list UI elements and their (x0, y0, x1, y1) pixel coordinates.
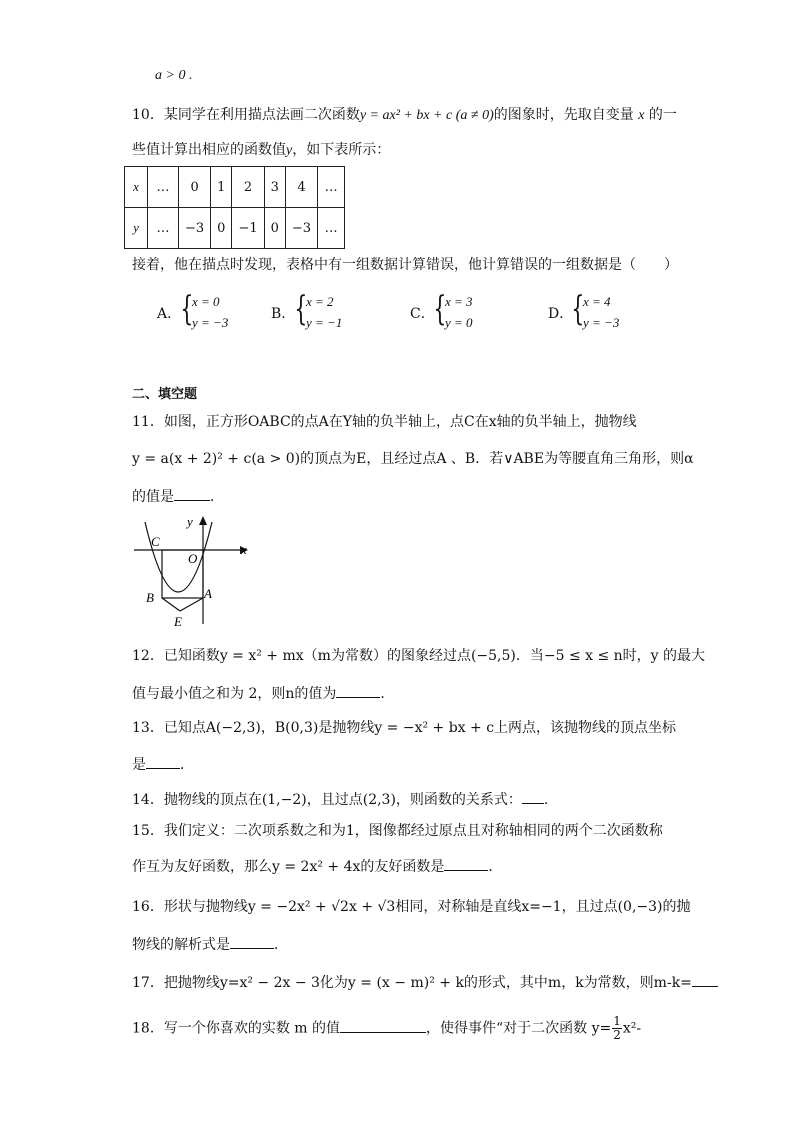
q10-value-table (124, 166, 345, 249)
q15-line2-text: 作互为友好函数，那么y = 2x² + 4x的友好函数是 (132, 859, 445, 875)
table-cell: 0 (211, 208, 232, 249)
option-top: x = 2 (306, 294, 334, 309)
table-cell: −1 (232, 208, 264, 249)
table-cell: 0 (179, 167, 211, 208)
q10-formula: y = ax² + bx + c (a ≠ 0) (359, 108, 494, 123)
q13-line2-text: 是 (132, 757, 146, 773)
q10-line1-b: 的图象时，先取自变量 (493, 107, 634, 123)
q18-line1-b: ，使得事件“对于二次函数 y= (426, 1020, 612, 1037)
q11-line3-end: ． (210, 489, 224, 505)
table-cell: y (125, 208, 148, 249)
table-cell: 4 (285, 167, 317, 208)
brace-icon: { (433, 289, 447, 329)
q16-line2-text: 物线的解析式是 (132, 937, 230, 953)
table-cell: 0 (264, 208, 285, 249)
q17-line1 (132, 972, 718, 992)
fraction-numerator: 1 (613, 1014, 621, 1028)
option-bottom: y = 0 (445, 315, 473, 330)
label-y: y (187, 514, 193, 529)
answer-blank (522, 789, 544, 804)
option-bottom: y = −1 (306, 315, 343, 330)
q10-var-x: x (638, 108, 645, 123)
q14-line1-end: . (543, 792, 549, 808)
table-cell: −3 (285, 208, 317, 249)
option-label: B． (271, 306, 296, 322)
option-top: x = 3 (445, 294, 473, 309)
q11-parabola-figure (128, 512, 258, 630)
q16-line2 (132, 934, 288, 954)
q13-line2 (132, 754, 194, 774)
q18-line1-c: x²- (622, 1020, 642, 1037)
q9-tail: a > 0 . (155, 68, 193, 83)
table-cell: … (318, 208, 345, 249)
option-label: D． (548, 306, 574, 322)
q10-line2 (132, 141, 390, 160)
answer-blank (146, 754, 180, 769)
q14-line1-text: 14．抛物线的顶点在(1,−2)，且过点(2,3)，则函数的关系式： (132, 792, 522, 808)
option-top: x = 0 (192, 294, 220, 309)
table-cell: 3 (264, 167, 285, 208)
parabola-curve (145, 522, 212, 592)
table-cell: 2 (232, 167, 264, 208)
q16-line1: 16．形状与抛物线y = −2x² + √2x + √3相同，对称轴是直线x=−1，且过点(0,−3)的抛 (132, 899, 691, 915)
q10-line1-a: 10．某同学在利用描点法画二次函数 (132, 107, 360, 123)
q15-line1: 15．我们定义：二次项系数之和为1，图像都经过原点且对称轴相同的两个二次函数称 (132, 823, 663, 839)
option-bottom: y = −3 (583, 315, 620, 330)
q16-line2-end: ． (274, 937, 288, 953)
q10-line3: 接着，他在描点时发现，表格中有一组数据计算错误，他计算错误的一组数据是（ ） (132, 257, 678, 273)
label-e: E (174, 614, 182, 629)
q11-line1: 11．如图，正方形OABC的点A在Y轴的负半轴上，点C在x轴的负半轴上，抛物线 (132, 414, 637, 430)
q10-line2-b: ，如下表所示： (292, 142, 391, 158)
answer-blank (340, 1018, 426, 1033)
segment-be (162, 598, 180, 611)
option-top: x = 4 (583, 294, 611, 309)
table-cell: … (318, 167, 345, 208)
q17-line1-text: 17．把抛物线y=x² − 2x − 3化为y = (x − m)² + k的形式，其中m，k为常数，则m-k= (132, 975, 692, 991)
fraction (612, 1015, 622, 1042)
segment-ae (180, 598, 203, 611)
q12-line2-end: ． (380, 686, 395, 702)
q14-line1 (132, 789, 548, 809)
answer-blank (230, 934, 274, 949)
table-cell: x (125, 167, 148, 208)
q11-line3-text: 的值是 (132, 489, 174, 505)
q11-line3 (132, 486, 224, 506)
table-cell: −3 (179, 208, 211, 249)
brace-icon: { (294, 289, 308, 329)
q12-line1: 12．已知函数y = x² + mx（m为常数）的图象经过点(−5,5)．当−5 ≤ x ≤ n时，y 的最大 (132, 648, 706, 664)
section-title: 二、填空题 (132, 387, 198, 402)
q10-line1-c: 的一 (648, 107, 677, 123)
brace-icon: { (571, 289, 585, 329)
fraction-denominator: 2 (613, 1028, 621, 1042)
option-label: A． (157, 306, 182, 322)
brace-icon: { (180, 289, 194, 329)
option-bottom: y = −3 (192, 315, 229, 330)
q13-line2-end: ． (180, 757, 194, 773)
answer-blank (692, 972, 718, 987)
table-cell: … (148, 167, 179, 208)
q10-line2-a: 些值计算出相应的函数值 (132, 142, 286, 158)
q18-line1 (132, 1015, 641, 1042)
q11-line2: y = a(x + 2)² + c(a > 0)的顶点为E，且经过点A 、B．若∨ABE为等腰直角三角形，则α (132, 451, 694, 467)
q12-line2-text: 值与最小值之和为 2，则n的值为 (132, 686, 337, 702)
answer-blank (174, 486, 210, 501)
q10-line1 (132, 106, 677, 125)
table-cell: … (148, 208, 179, 249)
label-x: x (241, 542, 247, 557)
label-a: A (204, 586, 212, 601)
q15-line2-end: ． (488, 859, 503, 875)
y-arrow-icon (199, 516, 207, 525)
q13-line1: 13．已知点A(−2,3)，B(0,3)是抛物线y = −x² + bx + c上两点，该抛物线的顶点坐标 (132, 720, 677, 736)
answer-blank (444, 856, 488, 871)
table-cell: 1 (211, 167, 232, 208)
q18-line1-a: 18．写一个你喜欢的实数 m 的值 (132, 1020, 340, 1037)
label-o: O (188, 551, 198, 566)
answer-blank (336, 683, 380, 698)
option-label: C． (410, 306, 435, 322)
table-row-x (125, 167, 345, 208)
table-row-y (125, 208, 345, 249)
q15-line2 (132, 856, 502, 876)
label-b: B (146, 590, 154, 605)
q10-var-y: y (286, 143, 293, 158)
label-c: C (151, 534, 160, 549)
q12-line2 (132, 683, 394, 703)
